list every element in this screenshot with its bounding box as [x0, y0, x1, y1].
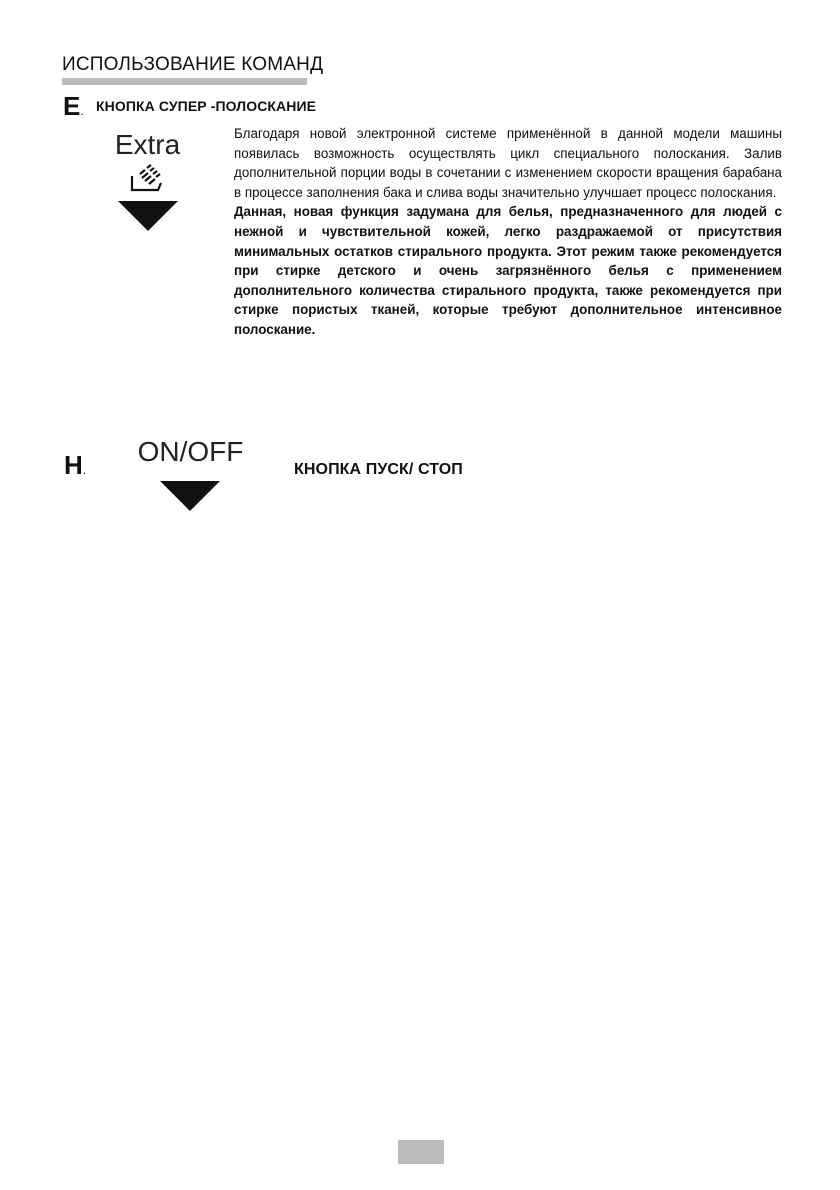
- section-letter-text: H: [64, 450, 83, 480]
- triangle-down-icon: [160, 481, 220, 511]
- page-number-box: [398, 1140, 444, 1164]
- page-header: ИСПОЛЬЗОВАНИЕ КОМАНД: [62, 54, 324, 75]
- onoff-button-label: ON/OFF: [137, 436, 244, 467]
- section-e-title: КНОПКА СУПЕР -ПОЛОСКАНИЕ: [96, 98, 317, 114]
- description-paragraph: Благодаря новой электронной системе применённой в данной модели машины появилась возможность осуществлять цикл специального полоскания. Залив дополнительной порции воды в сочетании с изменением скорости вращения барабана в процессе заполнения бака и слива воды значительно улучшает процесс полоскания.: [234, 126, 782, 200]
- section-e-letter: [63, 93, 84, 119]
- triangle-down-icon: [118, 201, 178, 231]
- section-e-description: [234, 124, 782, 340]
- extra-button-label: Extra: [114, 129, 181, 160]
- section-letter-dot: .: [82, 463, 87, 477]
- section-h-letter: [64, 452, 86, 478]
- section-letter-dot: .: [80, 104, 84, 118]
- section-h-title: КНОПКА ПУСК/ СТОП: [294, 461, 463, 478]
- description-paragraph: Данная, новая функция задумана для белья, предназначенного для людей с нежной и чувствительной кожей, легко раздражаемой от присутствия минимальных остатков стирального продукта. Этот режим также рекомендуется при стирке детского и очень загрязнённого белья с применением дополнительного количества стирального продукта, также рекомендуется при стирке пористых тканей, которые требуют дополнительное интенсивное полоскание.: [234, 204, 782, 337]
- section-letter-text: E: [63, 91, 81, 121]
- header-rule: [62, 78, 307, 85]
- rinse-shower-icon: [128, 164, 168, 196]
